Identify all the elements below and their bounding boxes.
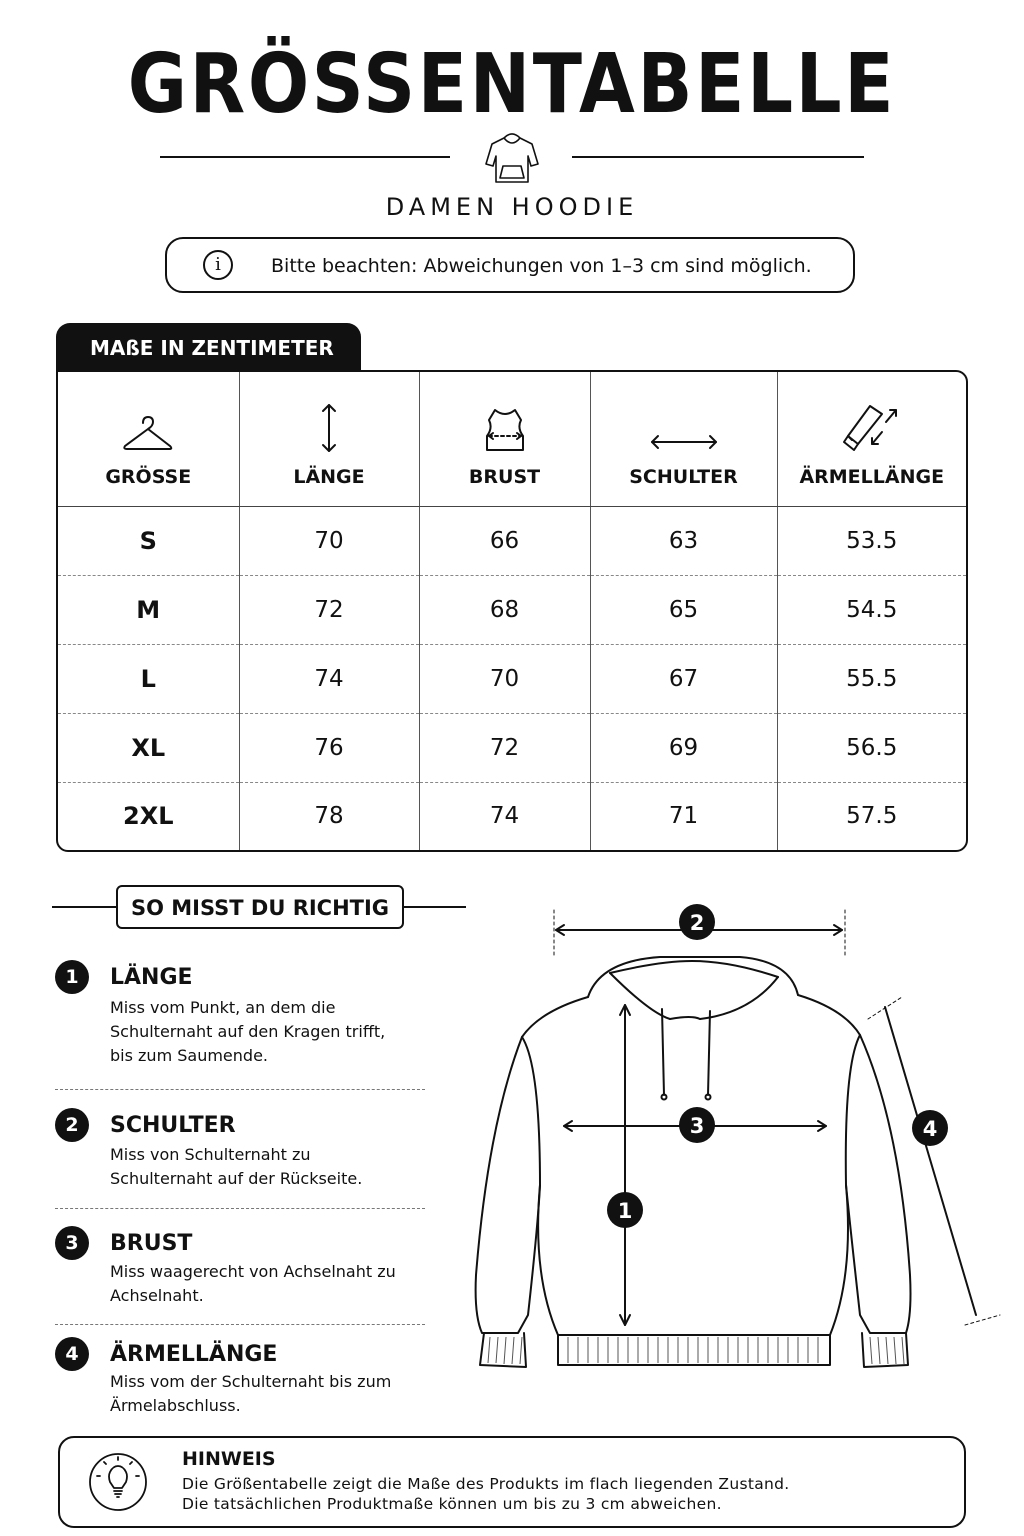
size-cell: 2XL	[58, 782, 239, 850]
shoulder-cell: 67	[590, 644, 777, 713]
length-cell: 70	[239, 507, 419, 576]
column-header-shoulder	[590, 372, 777, 507]
table-header-row	[58, 372, 966, 507]
hanger-icon	[121, 414, 175, 454]
size-cell: S	[58, 507, 239, 576]
marker-label-2: 2	[689, 911, 705, 935]
column-header-size	[58, 372, 239, 507]
hint-line-1: Die Größentabelle zeigt die Maße des Produkts im flach liegenden Zustand.	[182, 1475, 790, 1493]
size-cell: XL	[58, 713, 239, 782]
notice-text: Bitte beachten: Abweichungen von 1–3 cm sind möglich.	[271, 255, 812, 277]
section-divider-left	[52, 906, 116, 908]
column-label-sleeve: ÄRMELLÄNGE	[799, 466, 945, 488]
vertical-arrow-icon	[317, 402, 341, 454]
column-label-shoulder: SCHULTER	[629, 466, 738, 488]
chest-cell: 68	[419, 575, 590, 644]
step-title-chest: BRUST	[110, 1231, 193, 1256]
section-title: SO MISST DU RICHTIG	[116, 885, 404, 929]
table-tab-label: MAßE IN ZENTIMETER	[56, 323, 361, 371]
size-cell: L	[58, 644, 239, 713]
table-row	[58, 644, 966, 713]
length-cell: 74	[239, 644, 419, 713]
step-number: 1	[55, 960, 89, 994]
title-divider-right	[572, 156, 864, 158]
shoulder-cell: 65	[590, 575, 777, 644]
column-header-sleeve	[777, 372, 966, 507]
column-label-chest: BRUST	[468, 466, 541, 488]
info-icon: i	[203, 250, 233, 280]
hoodie-diagram	[460, 895, 1020, 1385]
sleeve-cell: 53.5	[777, 507, 966, 576]
shoulder-cell: 63	[590, 507, 777, 576]
hint-title: HINWEIS	[182, 1448, 276, 1470]
step-desc-length: Miss vom Punkt, an dem die Schulternaht auf den Kragen trifft, bis zum Saumende.	[110, 998, 386, 1065]
length-cell: 78	[239, 782, 419, 850]
step-desc-sleeve: Miss vom der Schulternaht bis zum Ärmelabschluss.	[110, 1372, 392, 1415]
size-cell: M	[58, 575, 239, 644]
step-desc-chest: Miss waagerecht von Achselnaht zu Achselnaht.	[110, 1262, 396, 1305]
column-header-length	[239, 372, 419, 507]
step-title-shoulder: SCHULTER	[110, 1113, 236, 1138]
step-title-length: LÄNGE	[110, 965, 193, 990]
column-label-length: LÄNGE	[293, 466, 365, 488]
step-title-sleeve: ÄRMELLÄNGE	[110, 1342, 278, 1367]
sleeve-cell: 57.5	[846, 803, 898, 830]
step-desc-shoulder: Miss von Schulternaht zu Schulternaht auf der Rückseite.	[110, 1145, 363, 1188]
sleeve-cell: 55.5	[777, 644, 966, 713]
lightbulb-icon	[88, 1452, 148, 1512]
title-divider-left	[160, 156, 450, 158]
table-row	[58, 713, 966, 782]
product-subtitle: DAMEN HOODIE	[385, 193, 639, 221]
table-row	[58, 782, 966, 850]
chest-cell: 72	[419, 713, 590, 782]
notice-box	[165, 237, 855, 293]
hint-text	[182, 1474, 790, 1514]
hint-line-2: Die tatsächlichen Produktmaße können um bis zu 3 cm abweichen.	[182, 1495, 722, 1513]
step-divider	[55, 1208, 425, 1209]
sleeve-icon	[842, 402, 902, 454]
chest-cell: 74	[419, 782, 590, 850]
page-title: GRÖSSENTABELLE	[127, 37, 897, 132]
shoulder-cell: 69	[590, 713, 777, 782]
marker-label-3: 3	[689, 1114, 705, 1138]
hem-ribbing	[488, 1337, 904, 1364]
marker-label-1: 1	[617, 1199, 633, 1223]
step-divider	[55, 1089, 425, 1090]
size-table	[56, 370, 968, 852]
chest-icon	[477, 406, 533, 454]
step-divider	[55, 1324, 425, 1325]
table-row	[58, 575, 966, 644]
length-cell: 72	[239, 575, 419, 644]
chest-cell: 66	[419, 507, 590, 576]
length-cell: 76	[239, 713, 419, 782]
table-row	[58, 507, 966, 576]
step-number: 2	[55, 1108, 89, 1142]
column-label-size: GRÖSSE	[105, 466, 192, 488]
shoulder-cell: 71	[590, 782, 777, 850]
hoodie-icon	[482, 130, 542, 186]
section-divider-right	[404, 906, 466, 908]
measure-markers	[607, 904, 948, 1228]
chest-cell: 70	[419, 644, 590, 713]
sleeve-cell: 54.5	[777, 575, 966, 644]
step-number: 4	[55, 1337, 89, 1371]
horizontal-arrow-icon	[649, 430, 719, 454]
column-header-chest	[419, 372, 590, 507]
step-number: 3	[55, 1226, 89, 1260]
sleeve-cell: 56.5	[777, 713, 966, 782]
marker-label-4: 4	[922, 1117, 938, 1141]
